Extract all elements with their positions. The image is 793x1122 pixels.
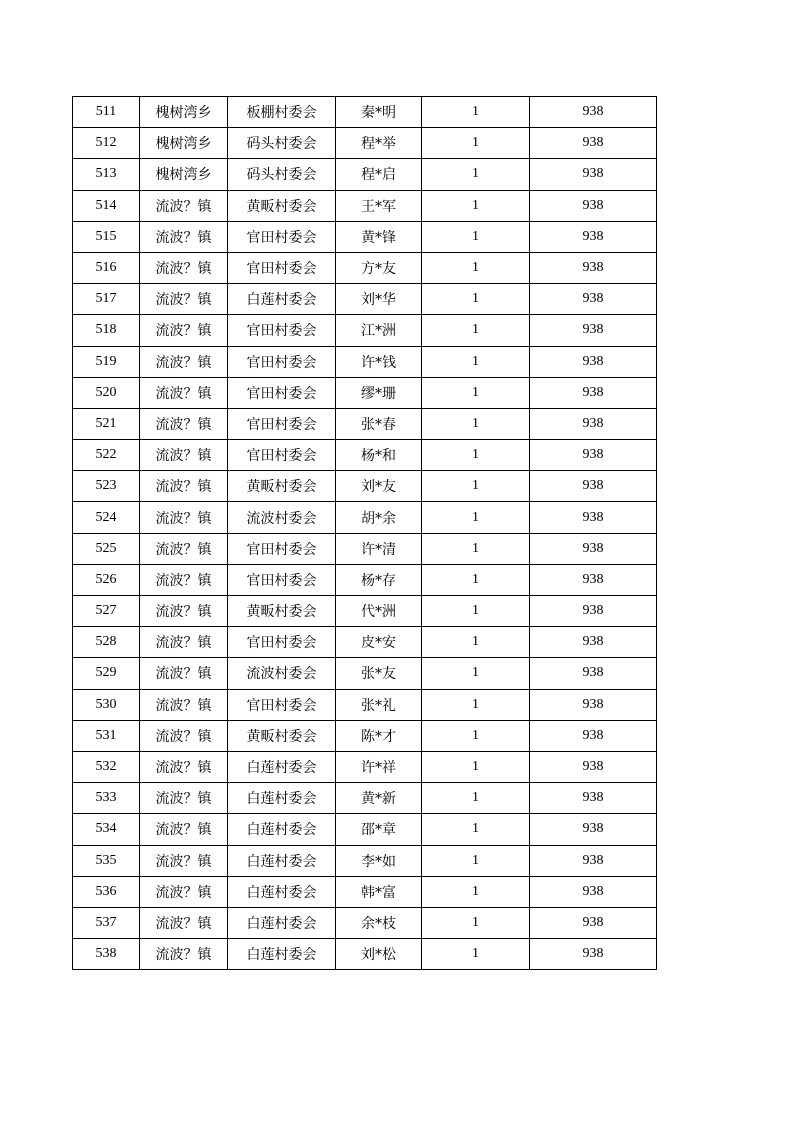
table-row [73, 627, 657, 658]
township-cell: 流波？镇 [140, 221, 228, 252]
row-number-cell: 524 [73, 502, 140, 533]
village-committee-cell: 白莲村委会 [228, 814, 336, 845]
township-cell: 流波？镇 [140, 720, 228, 751]
row-number-cell: 530 [73, 689, 140, 720]
row-number-cell: 531 [73, 720, 140, 751]
table-row [73, 190, 657, 221]
table-row [73, 159, 657, 190]
person-name-cell: 代*洲 [336, 596, 422, 627]
village-committee-cell: 官田村委会 [228, 252, 336, 283]
village-committee-cell: 白莲村委会 [228, 939, 336, 970]
person-name-cell: 许*祥 [336, 751, 422, 782]
data-table [72, 96, 657, 970]
village-committee-cell: 流波村委会 [228, 658, 336, 689]
township-cell: 槐树湾乡 [140, 128, 228, 159]
count-cell: 1 [422, 658, 530, 689]
row-number-cell: 520 [73, 377, 140, 408]
village-committee-cell: 官田村委会 [228, 627, 336, 658]
row-number-cell: 523 [73, 471, 140, 502]
count-cell: 1 [422, 252, 530, 283]
row-number-cell: 515 [73, 221, 140, 252]
row-number-cell: 519 [73, 346, 140, 377]
person-name-cell: 程*启 [336, 159, 422, 190]
amount-cell: 938 [530, 939, 657, 970]
township-cell: 流波？镇 [140, 502, 228, 533]
count-cell: 1 [422, 377, 530, 408]
village-committee-cell: 官田村委会 [228, 564, 336, 595]
township-cell: 流波？镇 [140, 284, 228, 315]
table-row [73, 596, 657, 627]
table-row [73, 408, 657, 439]
township-cell: 流波？镇 [140, 252, 228, 283]
row-number-cell: 529 [73, 658, 140, 689]
row-number-cell: 516 [73, 252, 140, 283]
village-committee-cell: 白莲村委会 [228, 845, 336, 876]
table-row [73, 658, 657, 689]
table-row [73, 252, 657, 283]
row-number-cell: 525 [73, 533, 140, 564]
township-cell: 流波？镇 [140, 471, 228, 502]
table-row [73, 471, 657, 502]
table-body [73, 97, 657, 970]
table-row [73, 97, 657, 128]
person-name-cell: 方*友 [336, 252, 422, 283]
township-cell: 流波？镇 [140, 627, 228, 658]
amount-cell: 938 [530, 658, 657, 689]
person-name-cell: 李*如 [336, 845, 422, 876]
amount-cell: 938 [530, 440, 657, 471]
village-committee-cell: 白莲村委会 [228, 876, 336, 907]
count-cell: 1 [422, 783, 530, 814]
count-cell: 1 [422, 845, 530, 876]
township-cell: 流波？镇 [140, 377, 228, 408]
amount-cell: 938 [530, 315, 657, 346]
count-cell: 1 [422, 939, 530, 970]
amount-cell: 938 [530, 876, 657, 907]
village-committee-cell: 白莲村委会 [228, 907, 336, 938]
person-name-cell: 黄*新 [336, 783, 422, 814]
count-cell: 1 [422, 97, 530, 128]
village-committee-cell: 官田村委会 [228, 221, 336, 252]
count-cell: 1 [422, 564, 530, 595]
count-cell: 1 [422, 346, 530, 377]
table-row [73, 315, 657, 346]
amount-cell: 938 [530, 346, 657, 377]
amount-cell: 938 [530, 502, 657, 533]
township-cell: 流波？镇 [140, 751, 228, 782]
row-number-cell: 521 [73, 408, 140, 439]
township-cell: 流波？镇 [140, 315, 228, 346]
person-name-cell: 刘*松 [336, 939, 422, 970]
count-cell: 1 [422, 533, 530, 564]
table-row [73, 689, 657, 720]
row-number-cell: 532 [73, 751, 140, 782]
row-number-cell: 512 [73, 128, 140, 159]
amount-cell: 938 [530, 564, 657, 595]
village-committee-cell: 黄畈村委会 [228, 596, 336, 627]
row-number-cell: 527 [73, 596, 140, 627]
amount-cell: 938 [530, 284, 657, 315]
person-name-cell: 黄*锋 [336, 221, 422, 252]
township-cell: 槐树湾乡 [140, 97, 228, 128]
count-cell: 1 [422, 440, 530, 471]
village-committee-cell: 码头村委会 [228, 159, 336, 190]
township-cell: 流波？镇 [140, 658, 228, 689]
township-cell: 流波？镇 [140, 907, 228, 938]
person-name-cell: 刘*友 [336, 471, 422, 502]
person-name-cell: 江*洲 [336, 315, 422, 346]
amount-cell: 938 [530, 814, 657, 845]
village-committee-cell: 黄畈村委会 [228, 720, 336, 751]
person-name-cell: 王*军 [336, 190, 422, 221]
village-committee-cell: 官田村委会 [228, 408, 336, 439]
person-name-cell: 杨*存 [336, 564, 422, 595]
table-row [73, 720, 657, 751]
table-row [73, 751, 657, 782]
table-row [73, 907, 657, 938]
person-name-cell: 许*清 [336, 533, 422, 564]
count-cell: 1 [422, 596, 530, 627]
amount-cell: 938 [530, 97, 657, 128]
amount-cell: 938 [530, 783, 657, 814]
amount-cell: 938 [530, 252, 657, 283]
person-name-cell: 程*举 [336, 128, 422, 159]
count-cell: 1 [422, 689, 530, 720]
count-cell: 1 [422, 720, 530, 751]
table-row [73, 939, 657, 970]
person-name-cell: 缪*珊 [336, 377, 422, 408]
person-name-cell: 张*春 [336, 408, 422, 439]
count-cell: 1 [422, 128, 530, 159]
table-row [73, 814, 657, 845]
row-number-cell: 511 [73, 97, 140, 128]
person-name-cell: 邵*章 [336, 814, 422, 845]
village-committee-cell: 码头村委会 [228, 128, 336, 159]
table-row [73, 845, 657, 876]
village-committee-cell: 官田村委会 [228, 533, 336, 564]
count-cell: 1 [422, 315, 530, 346]
table-row [73, 564, 657, 595]
table-row [73, 128, 657, 159]
person-name-cell: 杨*和 [336, 440, 422, 471]
count-cell: 1 [422, 159, 530, 190]
count-cell: 1 [422, 627, 530, 658]
amount-cell: 938 [530, 190, 657, 221]
table-row [73, 284, 657, 315]
person-name-cell: 张*礼 [336, 689, 422, 720]
table-row [73, 346, 657, 377]
count-cell: 1 [422, 751, 530, 782]
amount-cell: 938 [530, 627, 657, 658]
count-cell: 1 [422, 502, 530, 533]
township-cell: 流波？镇 [140, 533, 228, 564]
amount-cell: 938 [530, 689, 657, 720]
table-row [73, 533, 657, 564]
row-number-cell: 526 [73, 564, 140, 595]
township-cell: 流波？镇 [140, 596, 228, 627]
count-cell: 1 [422, 471, 530, 502]
table-row [73, 876, 657, 907]
township-cell: 流波？镇 [140, 689, 228, 720]
township-cell: 流波？镇 [140, 814, 228, 845]
table-row [73, 377, 657, 408]
amount-cell: 938 [530, 751, 657, 782]
township-cell: 流波？镇 [140, 346, 228, 377]
count-cell: 1 [422, 408, 530, 439]
amount-cell: 938 [530, 221, 657, 252]
row-number-cell: 522 [73, 440, 140, 471]
row-number-cell: 538 [73, 939, 140, 970]
table-row [73, 783, 657, 814]
person-name-cell: 秦*明 [336, 97, 422, 128]
township-cell: 流波？镇 [140, 190, 228, 221]
amount-cell: 938 [530, 128, 657, 159]
table-row [73, 502, 657, 533]
amount-cell: 938 [530, 159, 657, 190]
person-name-cell: 陈*才 [336, 720, 422, 751]
village-committee-cell: 官田村委会 [228, 689, 336, 720]
person-name-cell: 刘*华 [336, 284, 422, 315]
amount-cell: 938 [530, 377, 657, 408]
township-cell: 流波？镇 [140, 783, 228, 814]
township-cell: 流波？镇 [140, 408, 228, 439]
village-committee-cell: 黄畈村委会 [228, 190, 336, 221]
village-committee-cell: 官田村委会 [228, 346, 336, 377]
person-name-cell: 胡*余 [336, 502, 422, 533]
amount-cell: 938 [530, 907, 657, 938]
count-cell: 1 [422, 907, 530, 938]
amount-cell: 938 [530, 533, 657, 564]
village-committee-cell: 官田村委会 [228, 377, 336, 408]
village-committee-cell: 黄畈村委会 [228, 471, 336, 502]
township-cell: 流波？镇 [140, 876, 228, 907]
row-number-cell: 518 [73, 315, 140, 346]
person-name-cell: 韩*富 [336, 876, 422, 907]
table-row [73, 440, 657, 471]
count-cell: 1 [422, 814, 530, 845]
village-committee-cell: 官田村委会 [228, 315, 336, 346]
row-number-cell: 513 [73, 159, 140, 190]
township-cell: 流波？镇 [140, 845, 228, 876]
row-number-cell: 528 [73, 627, 140, 658]
township-cell: 流波？镇 [140, 440, 228, 471]
amount-cell: 938 [530, 596, 657, 627]
count-cell: 1 [422, 876, 530, 907]
person-name-cell: 许*钱 [336, 346, 422, 377]
amount-cell: 938 [530, 845, 657, 876]
person-name-cell: 余*枝 [336, 907, 422, 938]
person-name-cell: 张*友 [336, 658, 422, 689]
person-name-cell: 皮*安 [336, 627, 422, 658]
count-cell: 1 [422, 190, 530, 221]
count-cell: 1 [422, 284, 530, 315]
amount-cell: 938 [530, 408, 657, 439]
village-committee-cell: 官田村委会 [228, 440, 336, 471]
village-committee-cell: 流波村委会 [228, 502, 336, 533]
row-number-cell: 517 [73, 284, 140, 315]
village-committee-cell: 白莲村委会 [228, 751, 336, 782]
amount-cell: 938 [530, 471, 657, 502]
township-cell: 槐树湾乡 [140, 159, 228, 190]
table-row [73, 221, 657, 252]
village-committee-cell: 白莲村委会 [228, 284, 336, 315]
row-number-cell: 537 [73, 907, 140, 938]
village-committee-cell: 白莲村委会 [228, 783, 336, 814]
township-cell: 流波？镇 [140, 564, 228, 595]
row-number-cell: 533 [73, 783, 140, 814]
row-number-cell: 536 [73, 876, 140, 907]
row-number-cell: 534 [73, 814, 140, 845]
amount-cell: 938 [530, 720, 657, 751]
township-cell: 流波？镇 [140, 939, 228, 970]
village-committee-cell: 板棚村委会 [228, 97, 336, 128]
row-number-cell: 535 [73, 845, 140, 876]
row-number-cell: 514 [73, 190, 140, 221]
count-cell: 1 [422, 221, 530, 252]
